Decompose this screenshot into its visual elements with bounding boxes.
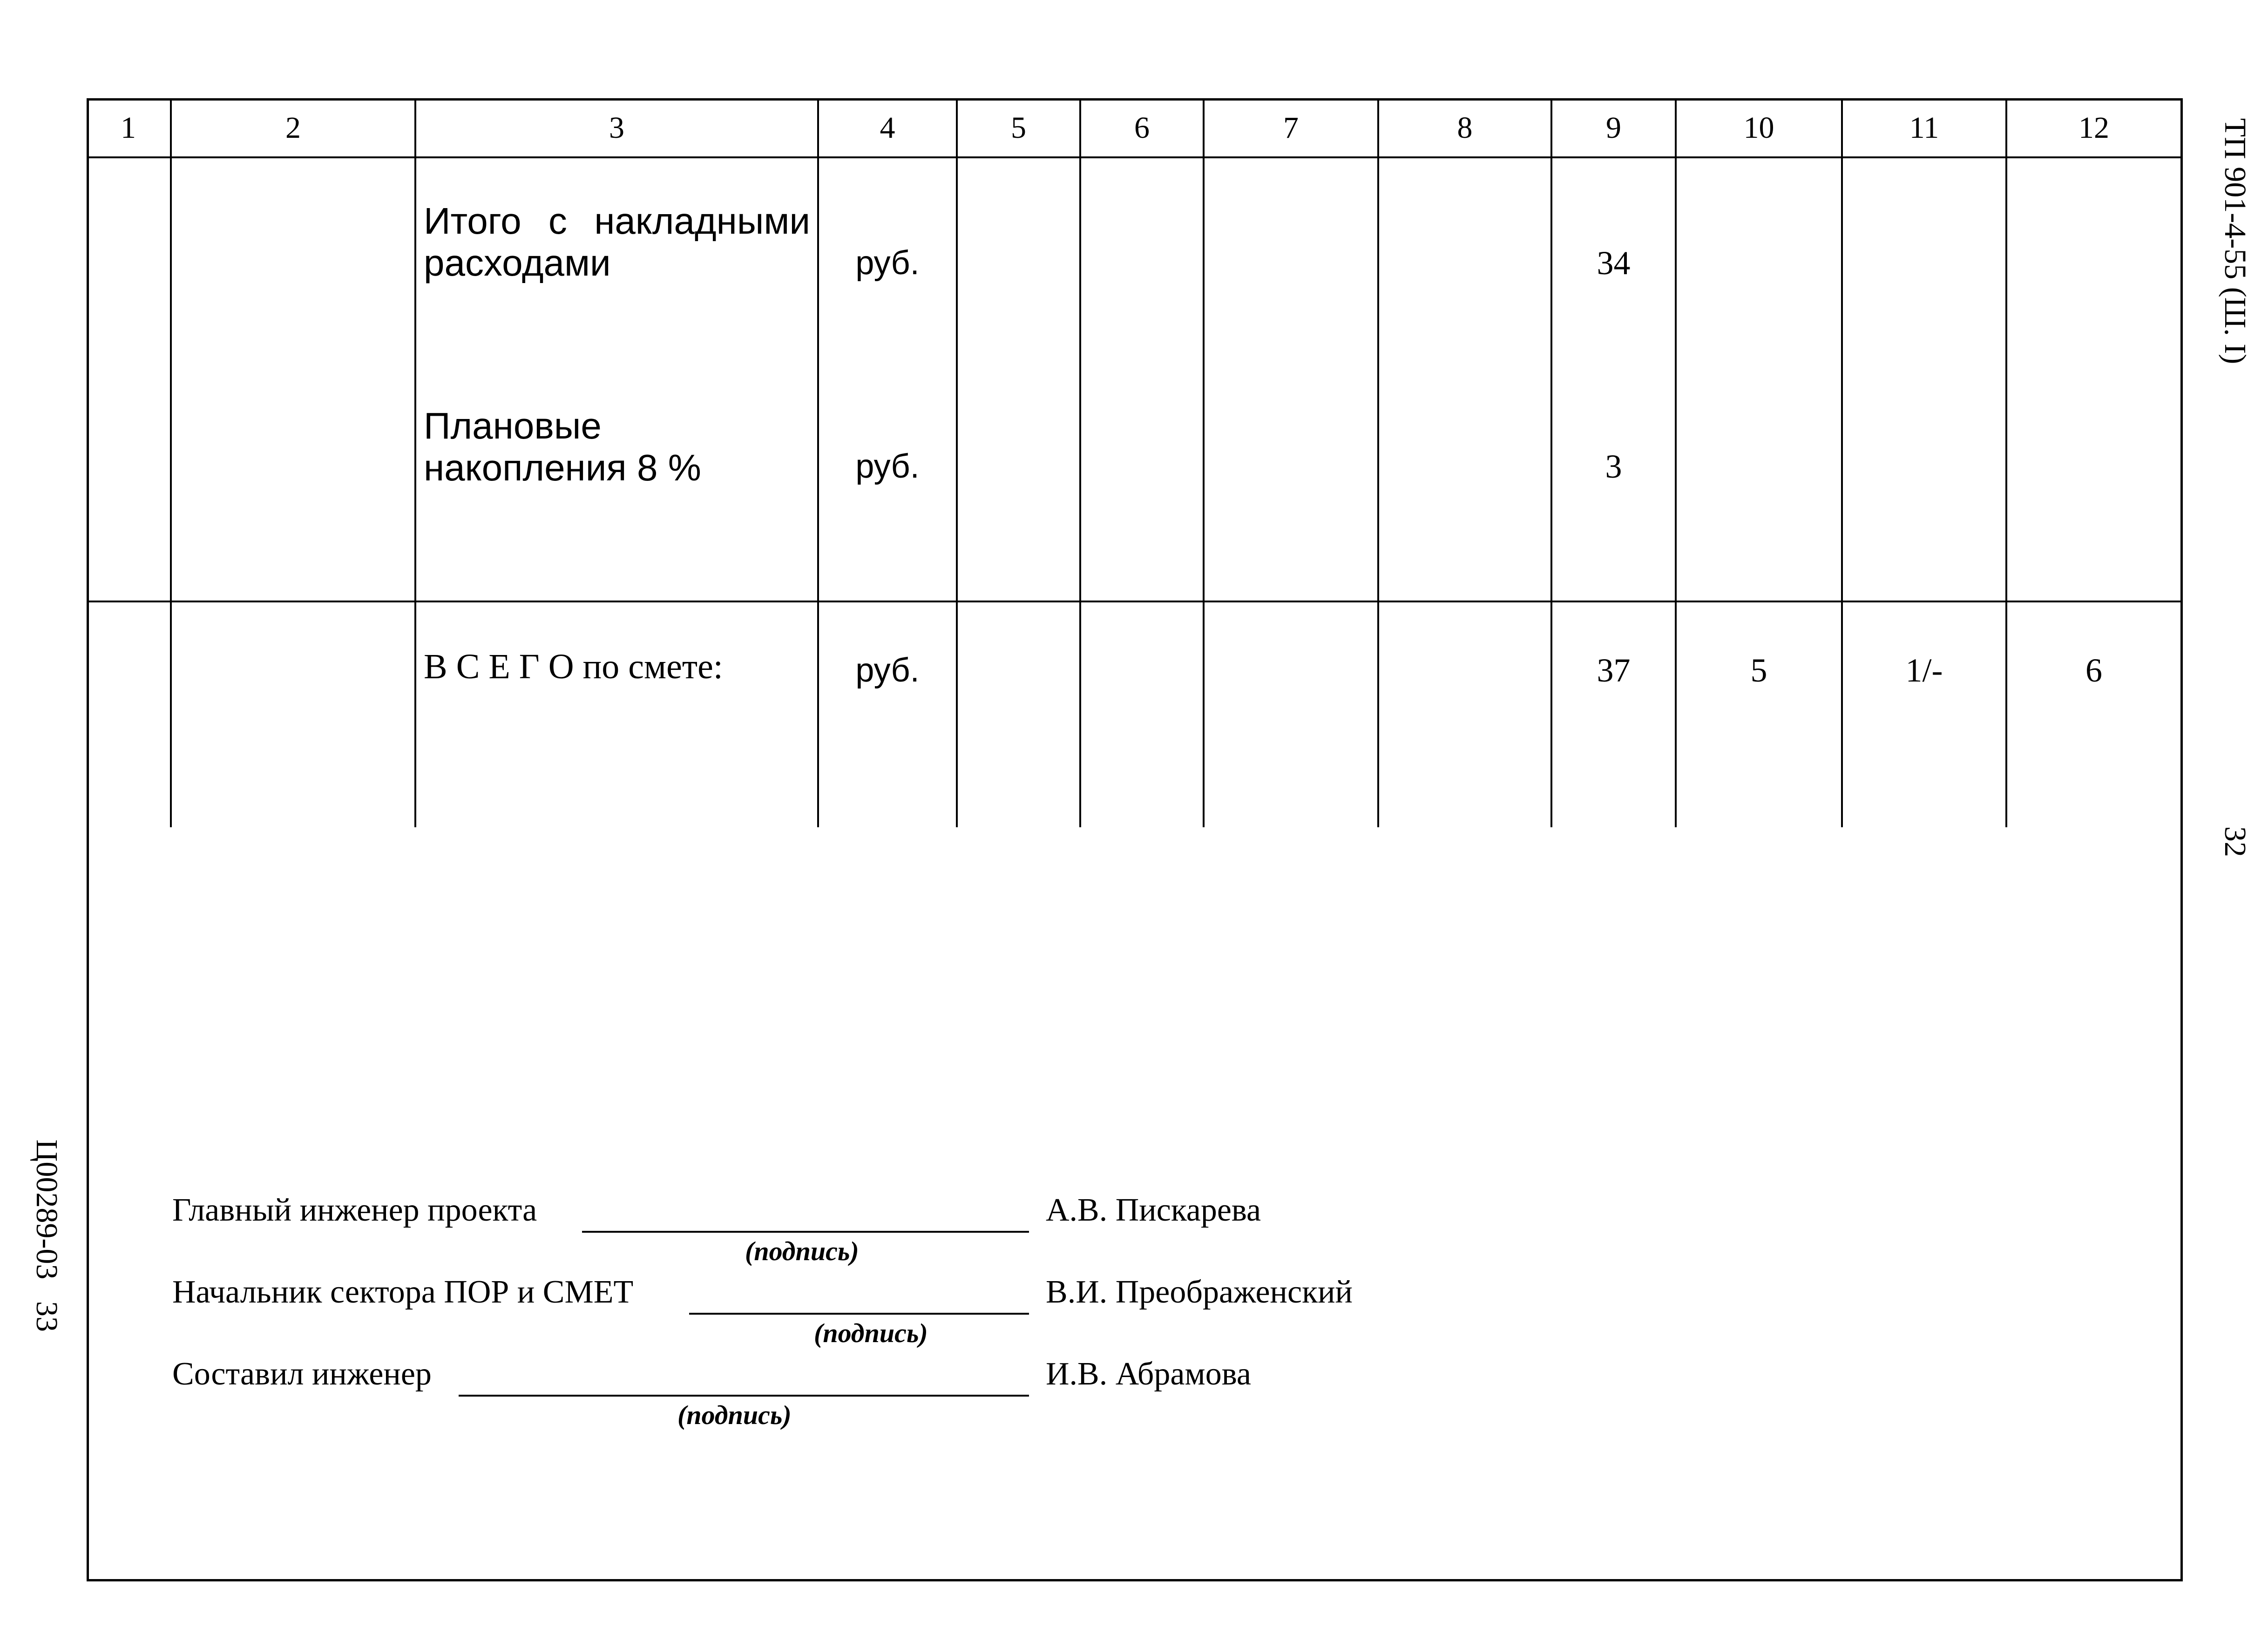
row-unit: руб. (855, 448, 920, 485)
signatory-name: В.И. Преображенский (1046, 1274, 1353, 1310)
section-separator (87, 601, 2183, 602)
column-separator (1841, 98, 1843, 827)
column-header-8: 8 (1457, 111, 1473, 145)
row-value-col10: 5 (1750, 652, 1767, 689)
column-header-5: 5 (1011, 111, 1026, 145)
row-description: Итого с накладными расходами (424, 200, 810, 284)
column-separator (2005, 98, 2007, 827)
row-value-col9: 37 (1597, 652, 1631, 689)
row-value-col9: 3 (1605, 448, 1622, 485)
signature-note: (подпись) (677, 1400, 792, 1430)
column-header-9: 9 (1606, 111, 1621, 145)
column-header-1: 1 (121, 111, 136, 145)
column-separator (170, 98, 172, 827)
signatory-name: А.В. Пискарева (1046, 1192, 1261, 1228)
row-value-col9: 34 (1597, 244, 1631, 282)
signature-note: (подпись) (814, 1318, 928, 1348)
column-header-12: 12 (2078, 111, 2109, 145)
column-separator (1675, 98, 1677, 827)
page-number-left: 33 (30, 1301, 64, 1332)
row-value-col11: 1/- (1905, 652, 1943, 689)
signature-role: Главный инженер проекта (172, 1192, 537, 1228)
column-separator (1079, 98, 1081, 827)
signature-role: Составил инженер (172, 1356, 432, 1392)
column-header-2: 2 (285, 111, 301, 145)
signature-line (582, 1231, 1029, 1233)
column-header-11: 11 (1909, 111, 1939, 145)
column-header-10: 10 (1743, 111, 1774, 145)
column-separator (1203, 98, 1205, 827)
row-description-total: В С Е Г О по смете: (424, 647, 723, 686)
header-row-separator (87, 156, 2183, 158)
column-header-6: 6 (1134, 111, 1150, 145)
document-code: ТП 901-4-55 (Ш. I) (2218, 118, 2252, 365)
column-separator (956, 98, 958, 827)
row-unit: руб. (855, 652, 920, 689)
signature-note: (подпись) (745, 1236, 859, 1266)
column-separator (414, 98, 416, 827)
page-number-right: 32 (2218, 826, 2252, 857)
row-value-col12: 6 (2085, 652, 2102, 689)
column-header-7: 7 (1283, 111, 1299, 145)
signature-line (459, 1395, 1029, 1397)
archive-code: Ц00289-03 (30, 1139, 64, 1280)
row-description: Плановые накопления 8 % (424, 405, 701, 488)
signatory-name: И.В. Абрамова (1046, 1356, 1251, 1392)
row-unit: руб. (855, 244, 920, 282)
column-header-3: 3 (609, 111, 624, 145)
signature-line (689, 1313, 1029, 1315)
column-header-4: 4 (880, 111, 895, 145)
column-separator (1377, 98, 1379, 827)
signature-role: Начальник сектора ПОР и СМЕТ (172, 1274, 634, 1310)
